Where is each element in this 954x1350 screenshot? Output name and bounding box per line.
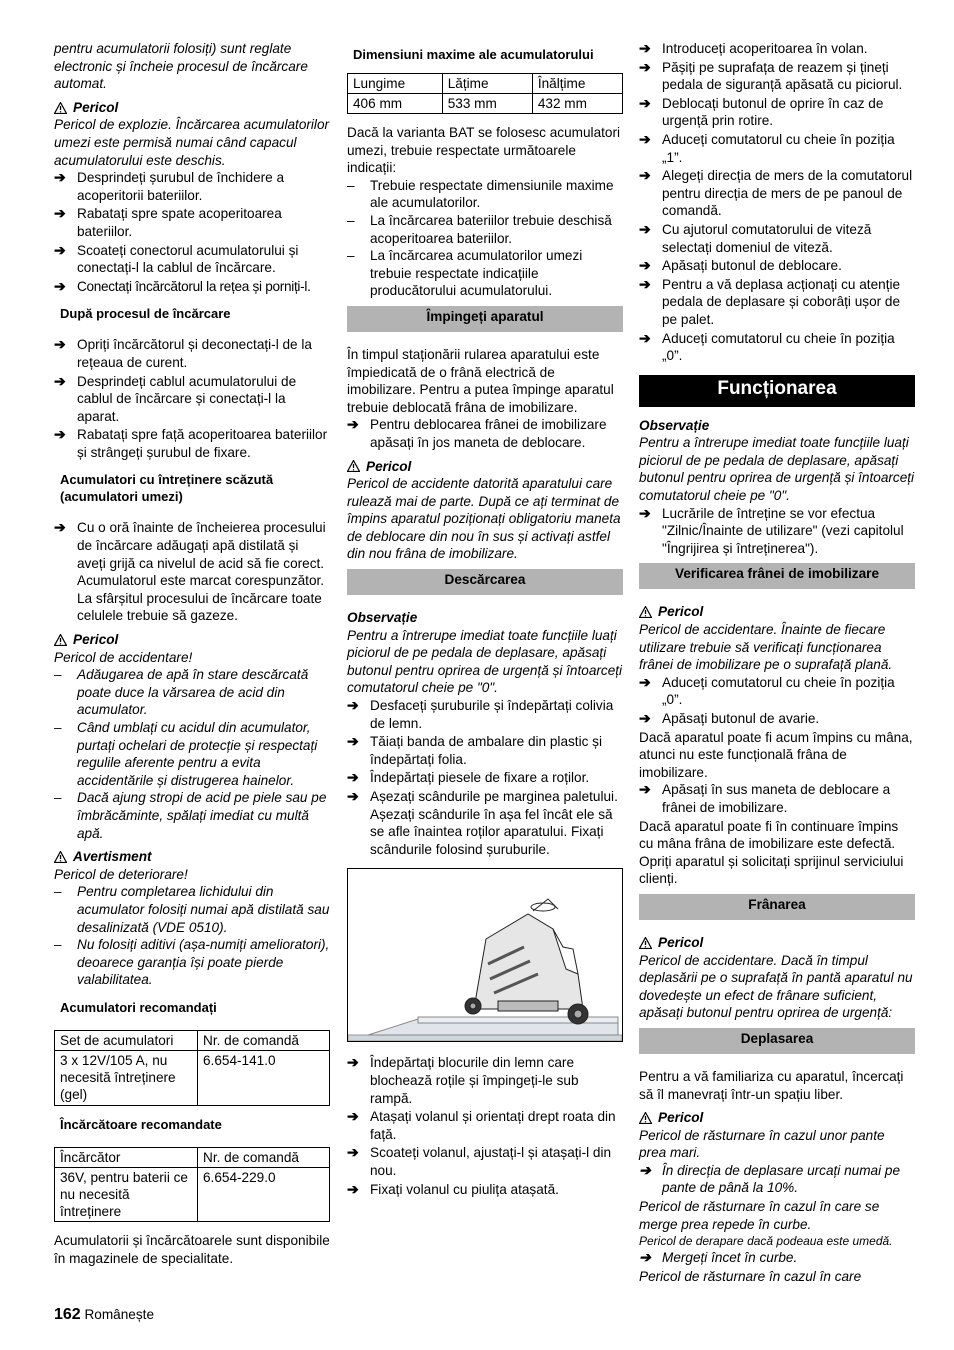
arrow-icon: ➔ — [639, 94, 651, 111]
arrow-icon: ➔ — [347, 697, 359, 714]
list-item: – Dacă ajung stropi de acid pe piele sau pe îmbrăcăminte, spălați imediat cu multă apă. — [54, 790, 327, 841]
charger-table — [54, 1147, 330, 1222]
warning-triangle-icon — [639, 606, 652, 618]
warning-heading — [639, 603, 915, 621]
table-cell: 432 mm — [532, 94, 622, 114]
arrow-icon: ➔ — [639, 1249, 651, 1266]
warning-title: Pericol — [366, 458, 412, 474]
table-cell: 3 x 12V/105 A, nu necesită întreținere (gel) — [55, 1050, 198, 1105]
list-item: ➔ În direcția de deplasare urcați numai pe pante de până la 10%. — [639, 1161, 901, 1196]
machine-illustration — [347, 868, 623, 1042]
list-item: ➔ Desfaceți șuruburile și îndepărtați colivia de lemn. — [347, 697, 614, 731]
warning-title: Avertisment — [73, 849, 152, 865]
warning-text: Pericol de răsturnare în cazul în care — [639, 1268, 862, 1284]
list-item: ➔ Fixați volanul cu piulița atașată. — [347, 1180, 559, 1197]
list-item: ➔ Scoateți conectorul acumulatorului și conectați-l la cablul de încărcare. — [54, 241, 299, 276]
section-heading-driving: Deplasarea — [639, 1028, 915, 1054]
arrow-icon: ➔ — [54, 519, 66, 536]
paragraph: Dacă aparatul poate fi în continuare împins cu mâna frâna de imobilizare este defectă. Opriți aparatul și solicitați sprijinul serviciului clienți. — [639, 818, 904, 887]
list-item: ➔ Deblocați butonul de oprire în caz de urgență prin rotire. — [639, 94, 884, 129]
note-title: Observație — [347, 610, 418, 626]
paragraph: În timpul staționării rularea aparatului este împiedicată de o frână electrică de imobilizare. Pentru a putea împinge aparatul trebuie deblocată frâna de imobilizare. — [347, 346, 614, 415]
section-heading: Încărcătoare recomandate — [60, 1116, 222, 1132]
arrow-icon: ➔ — [639, 710, 651, 726]
warning-triangle-icon — [54, 851, 67, 863]
list-item: ➔ Opriți încărcătorul și deconectați-l de la rețeaua de curent. — [54, 336, 312, 370]
note-title: Observație — [639, 417, 710, 433]
list-item: ➔ Rabatați spre spate acoperitoarea bateriilor. — [54, 205, 282, 239]
column-left — [54, 40, 330, 1267]
list-item: ➔ Mergeți încet în curbe. — [639, 1249, 798, 1266]
table-header: Nr. de comandă — [198, 1030, 330, 1050]
paragraph: Dacă la varianta BAT se folosesc acumulatori umezi, trebuie respectate următoarele indicații: — [347, 125, 621, 176]
list-item: – La încărcarea bateriilor trebuie deschisă acoperitoarea bateriilor. — [347, 212, 612, 246]
list-item: ➔ Pășiți pe suprafața de reazem și țineți pedala de siguranță apăsată cu piciorul. — [639, 58, 903, 93]
warning-text: Pericol de accidentare. Înainte de fiecare utilizare trebuie să verificați funcționarea frânei de imobilizare pe o suprafață plană. — [639, 622, 893, 673]
warning-heading — [54, 99, 330, 117]
arrow-icon: ➔ — [54, 426, 66, 443]
list-item: – La încărcarea acumulatorilor umezi trebuie respectate indicațiile producătorului acumulatorului. — [347, 248, 583, 299]
intro-text: pentru acumulatorii folosiți) sunt reglate electronic și încheie procesul de încărcare automat. — [54, 41, 308, 92]
arrow-icon: ➔ — [639, 220, 651, 237]
arrow-icon: ➔ — [347, 1144, 359, 1161]
list-item: ➔ Cu ajutorul comutatorului de viteză selectați domeniul de viteză. — [639, 220, 872, 255]
warning-text: Pericol de derapare dacă podeaua este umedă. — [639, 1234, 893, 1249]
warning-triangle-icon — [54, 634, 67, 646]
arrow-icon: ➔ — [347, 788, 359, 804]
arrow-icon: ➔ — [347, 1108, 359, 1125]
list-item: ➔ Îndepărtați blocurile din lemn care blochează roțile și împingeți-le sub rampă. — [347, 1054, 579, 1106]
warning-text: Pericol de deteriorare! — [54, 866, 188, 882]
table-header: Înălțime — [532, 74, 622, 94]
warning-heading — [54, 631, 330, 649]
arrow-icon: ➔ — [639, 504, 651, 521]
table-header: Lungime — [348, 74, 443, 94]
warning-triangle-icon — [639, 1112, 652, 1124]
note-text: Pentru a întrerupe imediat toate funcțiile luați piciorul de pe pedala de deplasare, apăsați butonul pentru oprirea de urgență și întoarceți comutatorul cheie pe "0". — [639, 435, 915, 504]
arrow-icon: ➔ — [347, 1180, 359, 1197]
list-item: ➔ Cu o oră înainte de încheierea procesului de încărcare adăugați apă distilată și aveți grijă ca nivelul de acid să fie corect. Acumulatorul este marcat corespunzător. La sfârșitul procesului de încărcare toate celulele trebuie să gazeze. — [54, 519, 326, 624]
list-item: ➔ Scoateți volanul, ajustați-l și atașați-l din nou. — [347, 1144, 612, 1178]
list-item: ➔ Îndepărtați piesele de fixare a roților. — [347, 769, 590, 786]
note-text: Pentru a întrerupe imediat toate funcțiile luați piciorul de pe pedala de deplasare, apăsați butonul pentru oprirea de urgență și întoarceți comutatorul cheie pe "0". — [347, 627, 623, 696]
warning-text: Pericol de accidente datorită aparatului care rulează mai de parte. După ce ați terminat de împins aparatul poziționați obligatoriu maneta de deblocare din nou în sus și activați astfel din nou frâna de imobilizare. — [347, 476, 621, 562]
column-right — [639, 40, 915, 1285]
arrow-icon: ➔ — [639, 130, 651, 147]
warning-title: Pericol — [73, 99, 119, 115]
list-item: ➔ Aduceți comutatorul cu cheie în poziția „0”. — [639, 673, 895, 708]
arrow-icon: ➔ — [54, 277, 66, 294]
list-item: ➔ Apăsați butonul de deblocare. — [639, 257, 842, 274]
arrow-icon: ➔ — [639, 673, 651, 690]
list-item: ➔ Lucrările de întreține se vor efectua "Zilnic/Înainte de utilizare" (vezi capitolul "Îngrijirea și întreținerea"). — [639, 504, 904, 556]
arrow-icon: ➔ — [347, 733, 359, 750]
page-footer — [54, 1306, 154, 1324]
table-header: Nr. de comandă — [198, 1147, 330, 1167]
warning-title: Pericol — [658, 1110, 704, 1126]
list-item: ➔ Alegeți direcția de mers de la comutatorul pentru direcția de mers de pe panoul de comandă. — [639, 167, 913, 219]
page-number: 162 — [54, 1306, 81, 1323]
arrow-icon: ➔ — [639, 257, 651, 274]
table-header: Lățime — [442, 74, 532, 94]
dimensions-table — [347, 73, 623, 114]
list-item: ➔ Pentru a vă deplasa acționați cu atenție pedala de deplasare și coborâți ușor de pe palet. — [639, 275, 901, 327]
paragraph: Pentru a vă familiariza cu aparatul, încercați să îl manevrați într-un spațiu liber. — [639, 1068, 904, 1102]
arrow-icon: ➔ — [54, 169, 66, 186]
warning-text: Pericol de răsturnare în cazul unor pante prea mari. — [639, 1127, 885, 1161]
outro-text: Acumulatorii și încărcătoarele sunt disponibile în magazinele de specialitate. — [54, 1232, 330, 1266]
section-heading: Acumulatori recomandați — [60, 999, 217, 1015]
warning-title: Pericol — [73, 632, 119, 648]
table-cell: 6.654-229.0 — [198, 1167, 330, 1221]
warning-heading — [639, 934, 915, 952]
list-item: ➔ Așezați scândurile pe marginea paletului. Așezați scândurile în așa fel încât ele să se afle înaintea roților aparatului. Fixați scândurile folosind șuruburile. — [347, 788, 618, 857]
table-cell: 6.654-141.0 — [198, 1050, 330, 1105]
list-item: – Trebuie respectate dimensiunile maxime ale acumulatorilor. — [347, 177, 614, 211]
warning-heading — [347, 458, 623, 476]
arrow-icon: ➔ — [347, 1054, 359, 1071]
list-item: – Când umblați cu acidul din acumulator, purtați ochelari de protecție și respectați regulile aferente pentru a evita accidentările și distrugerea hainelor. — [54, 720, 318, 788]
arrow-icon: ➔ — [639, 58, 651, 75]
arrow-icon: ➔ — [639, 167, 651, 184]
warning-triangle-icon — [347, 460, 360, 472]
section-heading: După procesul de încărcare — [60, 306, 231, 322]
arrow-icon: ➔ — [347, 416, 359, 433]
list-item: ➔ Conectați încărcătorul la rețea și porniți-l. — [54, 277, 311, 294]
arrow-icon: ➔ — [639, 40, 651, 56]
machine-drawing — [348, 869, 622, 1041]
warning-text: Pericol de explozie. Încărcarea acumulatorilor umezi este permisă numai când capacul acumulatorului este deschis. — [54, 117, 330, 168]
list-item: ➔ Tăiați banda de ambalare din plastic și îndepărtați folia. — [347, 733, 602, 767]
list-item: ➔ Apăsați în sus maneta de deblocare a frânei de imobilizare. — [639, 781, 891, 815]
paragraph: Dacă aparatul poate fi acum împins cu mâna, atunci nu este funcțională frâna de imobilizare. — [639, 729, 913, 780]
column-middle — [347, 40, 623, 1199]
table-cell: 36V, pentru baterii ce nu necesită întreținere — [55, 1167, 198, 1221]
step-list — [54, 169, 330, 295]
section-heading: Dimensiuni maxime ale acumulatorului — [353, 47, 594, 62]
chapter-heading-operation: Funcționarea — [639, 375, 915, 407]
warning-text: Pericol de accidentare! — [54, 649, 193, 665]
list-item: ➔ Introduceți acoperitoarea în volan. — [639, 40, 868, 56]
battery-table — [54, 1030, 330, 1106]
list-item: ➔ Aduceți comutatorul cu cheie în poziția „1”. — [639, 130, 895, 165]
section-heading-unload: Descărcarea — [347, 569, 623, 595]
arrow-icon: ➔ — [347, 769, 359, 786]
warning-triangle-icon — [54, 102, 67, 114]
section-heading-braking: Frânarea — [639, 894, 915, 920]
table-cell: 406 mm — [348, 94, 443, 114]
arrow-icon: ➔ — [639, 781, 651, 798]
list-item: ➔ Atașați volanul și orientați drept roata din față. — [347, 1108, 616, 1142]
arrow-icon: ➔ — [639, 1161, 651, 1178]
list-item: ➔ Desprindeți șurubul de închidere a acoperitorii bateriilor. — [54, 169, 285, 203]
arrow-icon: ➔ — [54, 372, 66, 389]
arrow-icon: ➔ — [54, 336, 66, 353]
arrow-icon: ➔ — [639, 275, 651, 292]
list-item: ➔ Apăsați butonul de avarie. — [639, 710, 820, 726]
warning-text: Pericol de accidentare. Dacă în timpul deplasării pe o suprafață în pantă aparatul nu dovedește un efect de frânare suficient, apăsați butonul pentru oprirea de urgență: — [639, 952, 913, 1021]
list-item: ➔ Aduceți comutatorul cu cheie în poziția „0”. — [639, 329, 895, 364]
warning-text: Pericol de răsturnare în cazul în care se merge prea repede în curbe. — [639, 1199, 880, 1232]
list-item: ➔ Rabatați spre față acoperitoarea bateriilor și strângeți șurubul de fixare. — [54, 426, 328, 460]
list-item: ➔ Desprindeți cablul acumulatorului de cablul de încărcare și conectați-l la aparat. — [54, 372, 297, 424]
table-cell: 533 mm — [442, 94, 532, 114]
step-list — [54, 336, 330, 461]
list-item: – Pentru completarea lichidului din acumulator folosiți numai apă distilată sau desalinizată (VDE 0510). — [54, 884, 330, 935]
table-header: Set de acumulatori — [55, 1030, 198, 1050]
warning-triangle-icon — [639, 937, 652, 949]
section-heading-push: Împingeți aparatul — [347, 306, 623, 332]
list-item: – Adăugarea de apă în stare descărcată poate duce la vărsarea de acid din acumulator. — [54, 667, 309, 718]
arrow-icon: ➔ — [639, 329, 651, 346]
warning-title: Pericol — [658, 604, 704, 620]
warning-title: Pericol — [658, 934, 704, 950]
warning-heading — [54, 848, 330, 866]
section-heading: Acumulatori cu întreținere scăzută (acumulatori umezi) — [60, 472, 274, 505]
section-heading-brake-check: Verificarea frânei de imobilizare — [639, 563, 915, 589]
list-item: – Nu folosiți aditivi (așa-numiți amelioratori), deoarece garanția își poate pierde valabilitatea. — [54, 937, 330, 988]
table-header: Încărcător — [55, 1147, 198, 1167]
arrow-icon: ➔ — [54, 241, 66, 258]
list-item: ➔ Pentru deblocarea frânei de imobilizare apăsați în jos maneta de deblocare. — [347, 416, 607, 450]
warning-heading — [639, 1109, 915, 1127]
footer-language: Românește — [84, 1307, 154, 1322]
arrow-icon: ➔ — [54, 205, 66, 222]
